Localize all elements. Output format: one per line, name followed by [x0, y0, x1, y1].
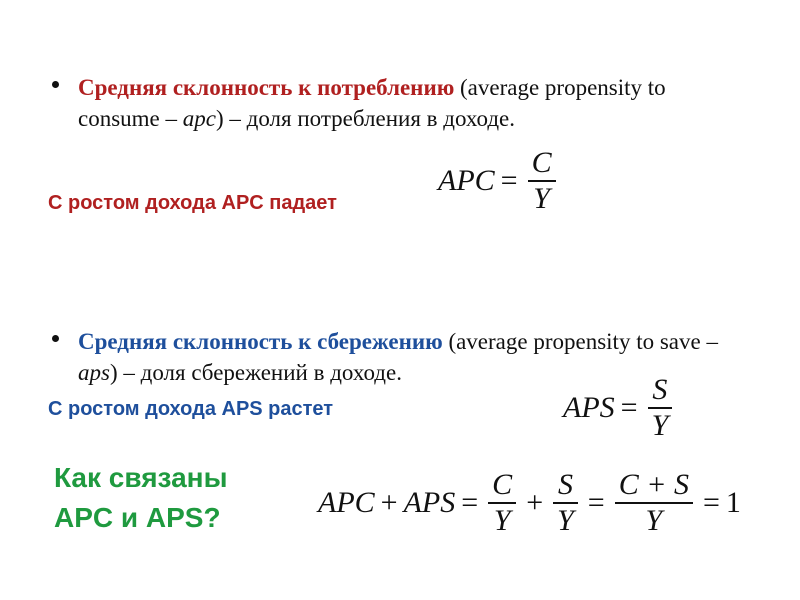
c-over-y-den: Y — [493, 504, 511, 537]
aps-fraction-den: Y — [651, 409, 669, 442]
bullet-marker — [52, 81, 59, 88]
apc-fraction-den: Y — [533, 182, 550, 215]
c-over-y-num: C — [492, 468, 513, 501]
sum-over-y-den: Y — [645, 504, 663, 537]
aps-formula-eq: = — [620, 391, 638, 424]
bullet-apc-text — [78, 72, 752, 134]
result-eq: = — [702, 486, 720, 519]
question-line-2: APC и APS? — [54, 502, 221, 533]
apc-fraction-num: C — [531, 146, 552, 179]
bullet-apc — [52, 72, 752, 134]
aps-fraction-num: S — [652, 373, 668, 406]
apc-text-b: ) – доля потребления в доходе. — [215, 106, 516, 131]
aps-abbr: aps — [78, 360, 110, 385]
apc-note: С ростом дохода APC падает — [48, 192, 337, 214]
result-one: 1 — [725, 486, 741, 519]
fraction-eq: = — [587, 486, 605, 519]
s-over-y-fraction — [553, 468, 578, 538]
s-over-y-num: S — [557, 468, 573, 501]
sum-apc: APC — [318, 486, 375, 519]
aps-term: Средняя склонность к сбережению — [78, 329, 443, 354]
aps-fraction — [648, 373, 673, 443]
sum-over-y-fraction — [615, 468, 693, 538]
question-line-1: Как связаны — [54, 462, 228, 493]
sum-eq: = — [461, 486, 479, 519]
aps-formula-lhs: APS — [563, 391, 615, 424]
apc-fraction — [528, 146, 556, 216]
apc-text-a: (average propensity to consume – — [78, 75, 666, 131]
fraction-plus: + — [526, 486, 544, 519]
aps-text-b: ) – доля сбережений в доходе. — [109, 360, 402, 385]
s-over-y-den: Y — [557, 504, 574, 537]
aps-note: С ростом дохода APS растет — [48, 398, 334, 420]
apc-formula-eq: = — [500, 164, 518, 197]
bullet-marker — [52, 335, 59, 342]
question-heading — [54, 458, 228, 538]
apc-formula-lhs: APC — [438, 164, 495, 197]
sum-over-y-num: C + S — [618, 468, 689, 501]
aps-formula — [563, 373, 676, 443]
apc-term: Средняя склонность к потреблению — [78, 75, 455, 100]
sum-aps: APS — [403, 486, 456, 519]
sum-formula — [318, 468, 741, 538]
apc-abbr: apc — [182, 106, 216, 131]
sum-plus: + — [380, 486, 398, 519]
apc-formula — [438, 146, 560, 216]
c-over-y-fraction — [488, 468, 516, 538]
aps-text-a: (average propensity to save – — [442, 329, 718, 354]
